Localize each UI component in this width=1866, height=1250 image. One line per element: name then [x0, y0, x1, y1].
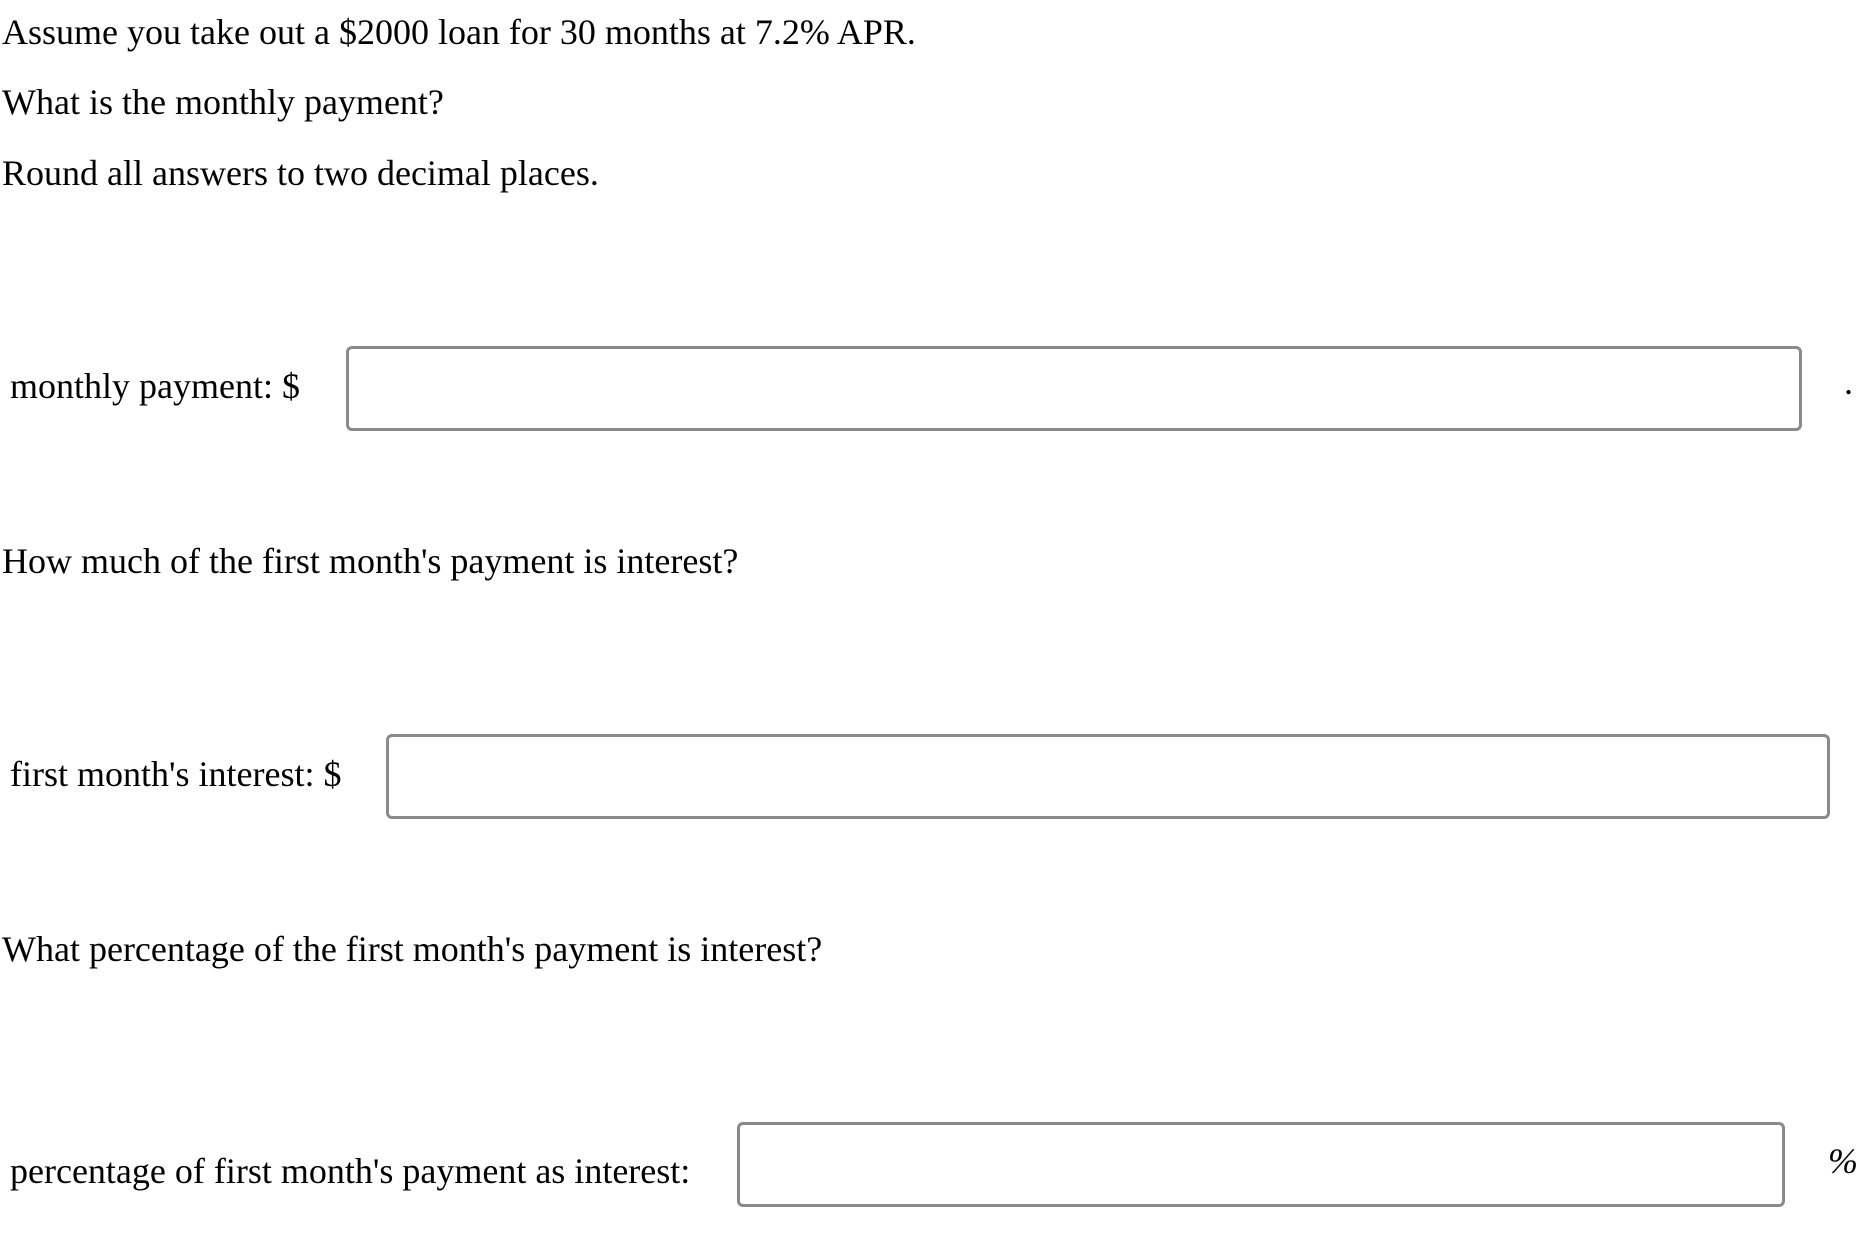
monthly-payment-input[interactable] — [346, 346, 1802, 431]
rounding-instruction: Round all answers to two decimal places. — [2, 153, 599, 193]
percent-sign: % — [1828, 1141, 1858, 1181]
payment-question: What is the monthly payment? — [2, 82, 444, 122]
monthly-payment-label: monthly payment: $ — [10, 366, 300, 406]
percentage-interest-label: percentage of first month's payment as interest: — [10, 1151, 691, 1191]
first-interest-label: first month's interest: $ — [10, 754, 342, 794]
loan-description: Assume you take out a $2000 loan for 30 months at 7.2% APR. — [2, 12, 916, 52]
first-interest-input[interactable] — [386, 734, 1830, 819]
interest-question: How much of the first month's payment is interest? — [2, 541, 739, 581]
percentage-interest-input[interactable] — [737, 1122, 1785, 1207]
monthly-payment-period: . — [1844, 362, 1853, 402]
percentage-question: What percentage of the first month's payment is interest? — [2, 929, 823, 969]
